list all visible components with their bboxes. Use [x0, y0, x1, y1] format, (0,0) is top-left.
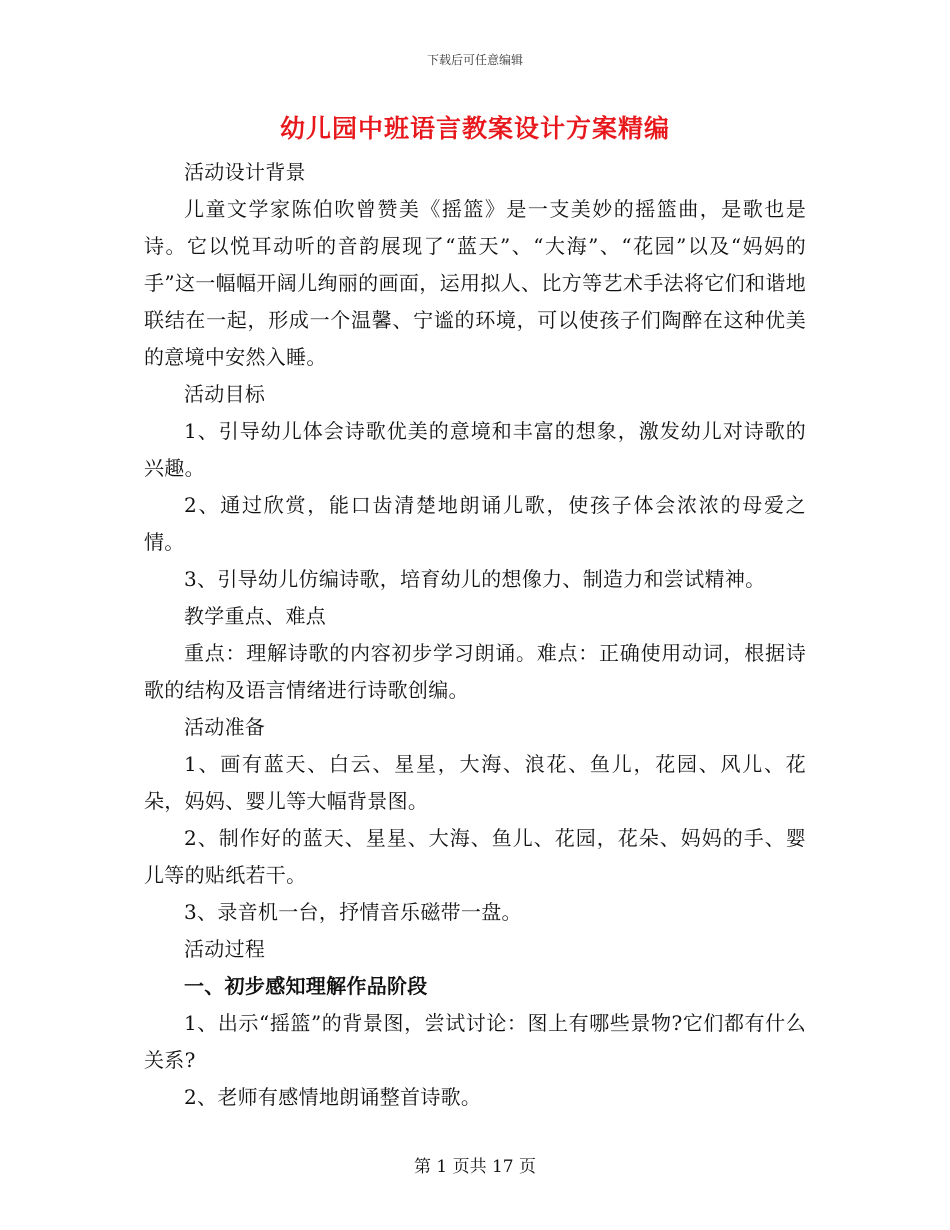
subheading-stage-1: 一、初步感知理解作品阶段	[184, 974, 428, 998]
paragraph-preparation-1: 1、画有蓝天、白云、星星，大海、浪花、鱼儿，花园、风儿、花朵，妈妈、婴儿等大幅背景图。	[144, 752, 806, 813]
section-heading-process: 活动过程	[184, 937, 266, 961]
paragraph-process-2: 2、老师有感情地朗诵整首诗歌。	[184, 1085, 482, 1109]
paragraph-process-1: 1、出示“摇篮”的背景图，尝试讨论：图上有哪些景物?它们都有什么关系?	[144, 1011, 806, 1072]
page-number: 第 1 页共 17 页	[413, 1157, 537, 1177]
paragraph-preparation-3: 3、录音机一台，抒情音乐磁带一盘。	[184, 900, 522, 924]
section-heading-key-points: 教学重点、难点	[184, 604, 327, 628]
document-body	[144, 154, 806, 1116]
paragraph-goal-1: 1、引导幼儿体会诗歌优美的意境和丰富的想象，激发幼儿对诗歌的兴趣。	[144, 419, 806, 480]
section-heading-preparation: 活动准备	[184, 715, 266, 739]
section-heading-background: 活动设计背景	[184, 160, 306, 184]
paragraph-goal-3: 3、引导幼儿仿编诗歌，培育幼儿的想像力、制造力和尝试精神。	[184, 567, 766, 591]
page-header-note: 下载后可任意编辑	[426, 53, 523, 67]
paragraph-background: 儿童文学家陈伯吹曾赞美《摇篮》是一支美妙的摇篮曲，是歌也是诗。它以悦耳动听的音韵展现了“蓝天”、“大海”、“花园”以及“妈妈的手”这一幅幅开阔儿绚丽的画面，运用拟人、比方等艺术手法将它们和谐地联结在一起，形成一个温馨、宁谧的环境，可以使孩子们陶醉在这种优美的意境中安然入睡。	[144, 197, 806, 369]
paragraph-key-points: 重点：理解诗歌的内容初步学习朗诵。难点：正确使用动词，根据诗歌的结构及语言情绪进行诗歌创编。	[144, 641, 806, 702]
section-heading-goals: 活动目标	[184, 382, 266, 406]
paragraph-goal-2: 2、通过欣赏，能口齿清楚地朗诵儿歌，使孩子体会浓浓的母爱之情。	[144, 493, 806, 554]
document-title: 幼儿园中班语言教案设计方案精编	[279, 114, 670, 143]
paragraph-preparation-2: 2、制作好的蓝天、星星、大海、鱼儿、花园，花朵、妈妈的手、婴儿等的贴纸若干。	[144, 826, 806, 887]
